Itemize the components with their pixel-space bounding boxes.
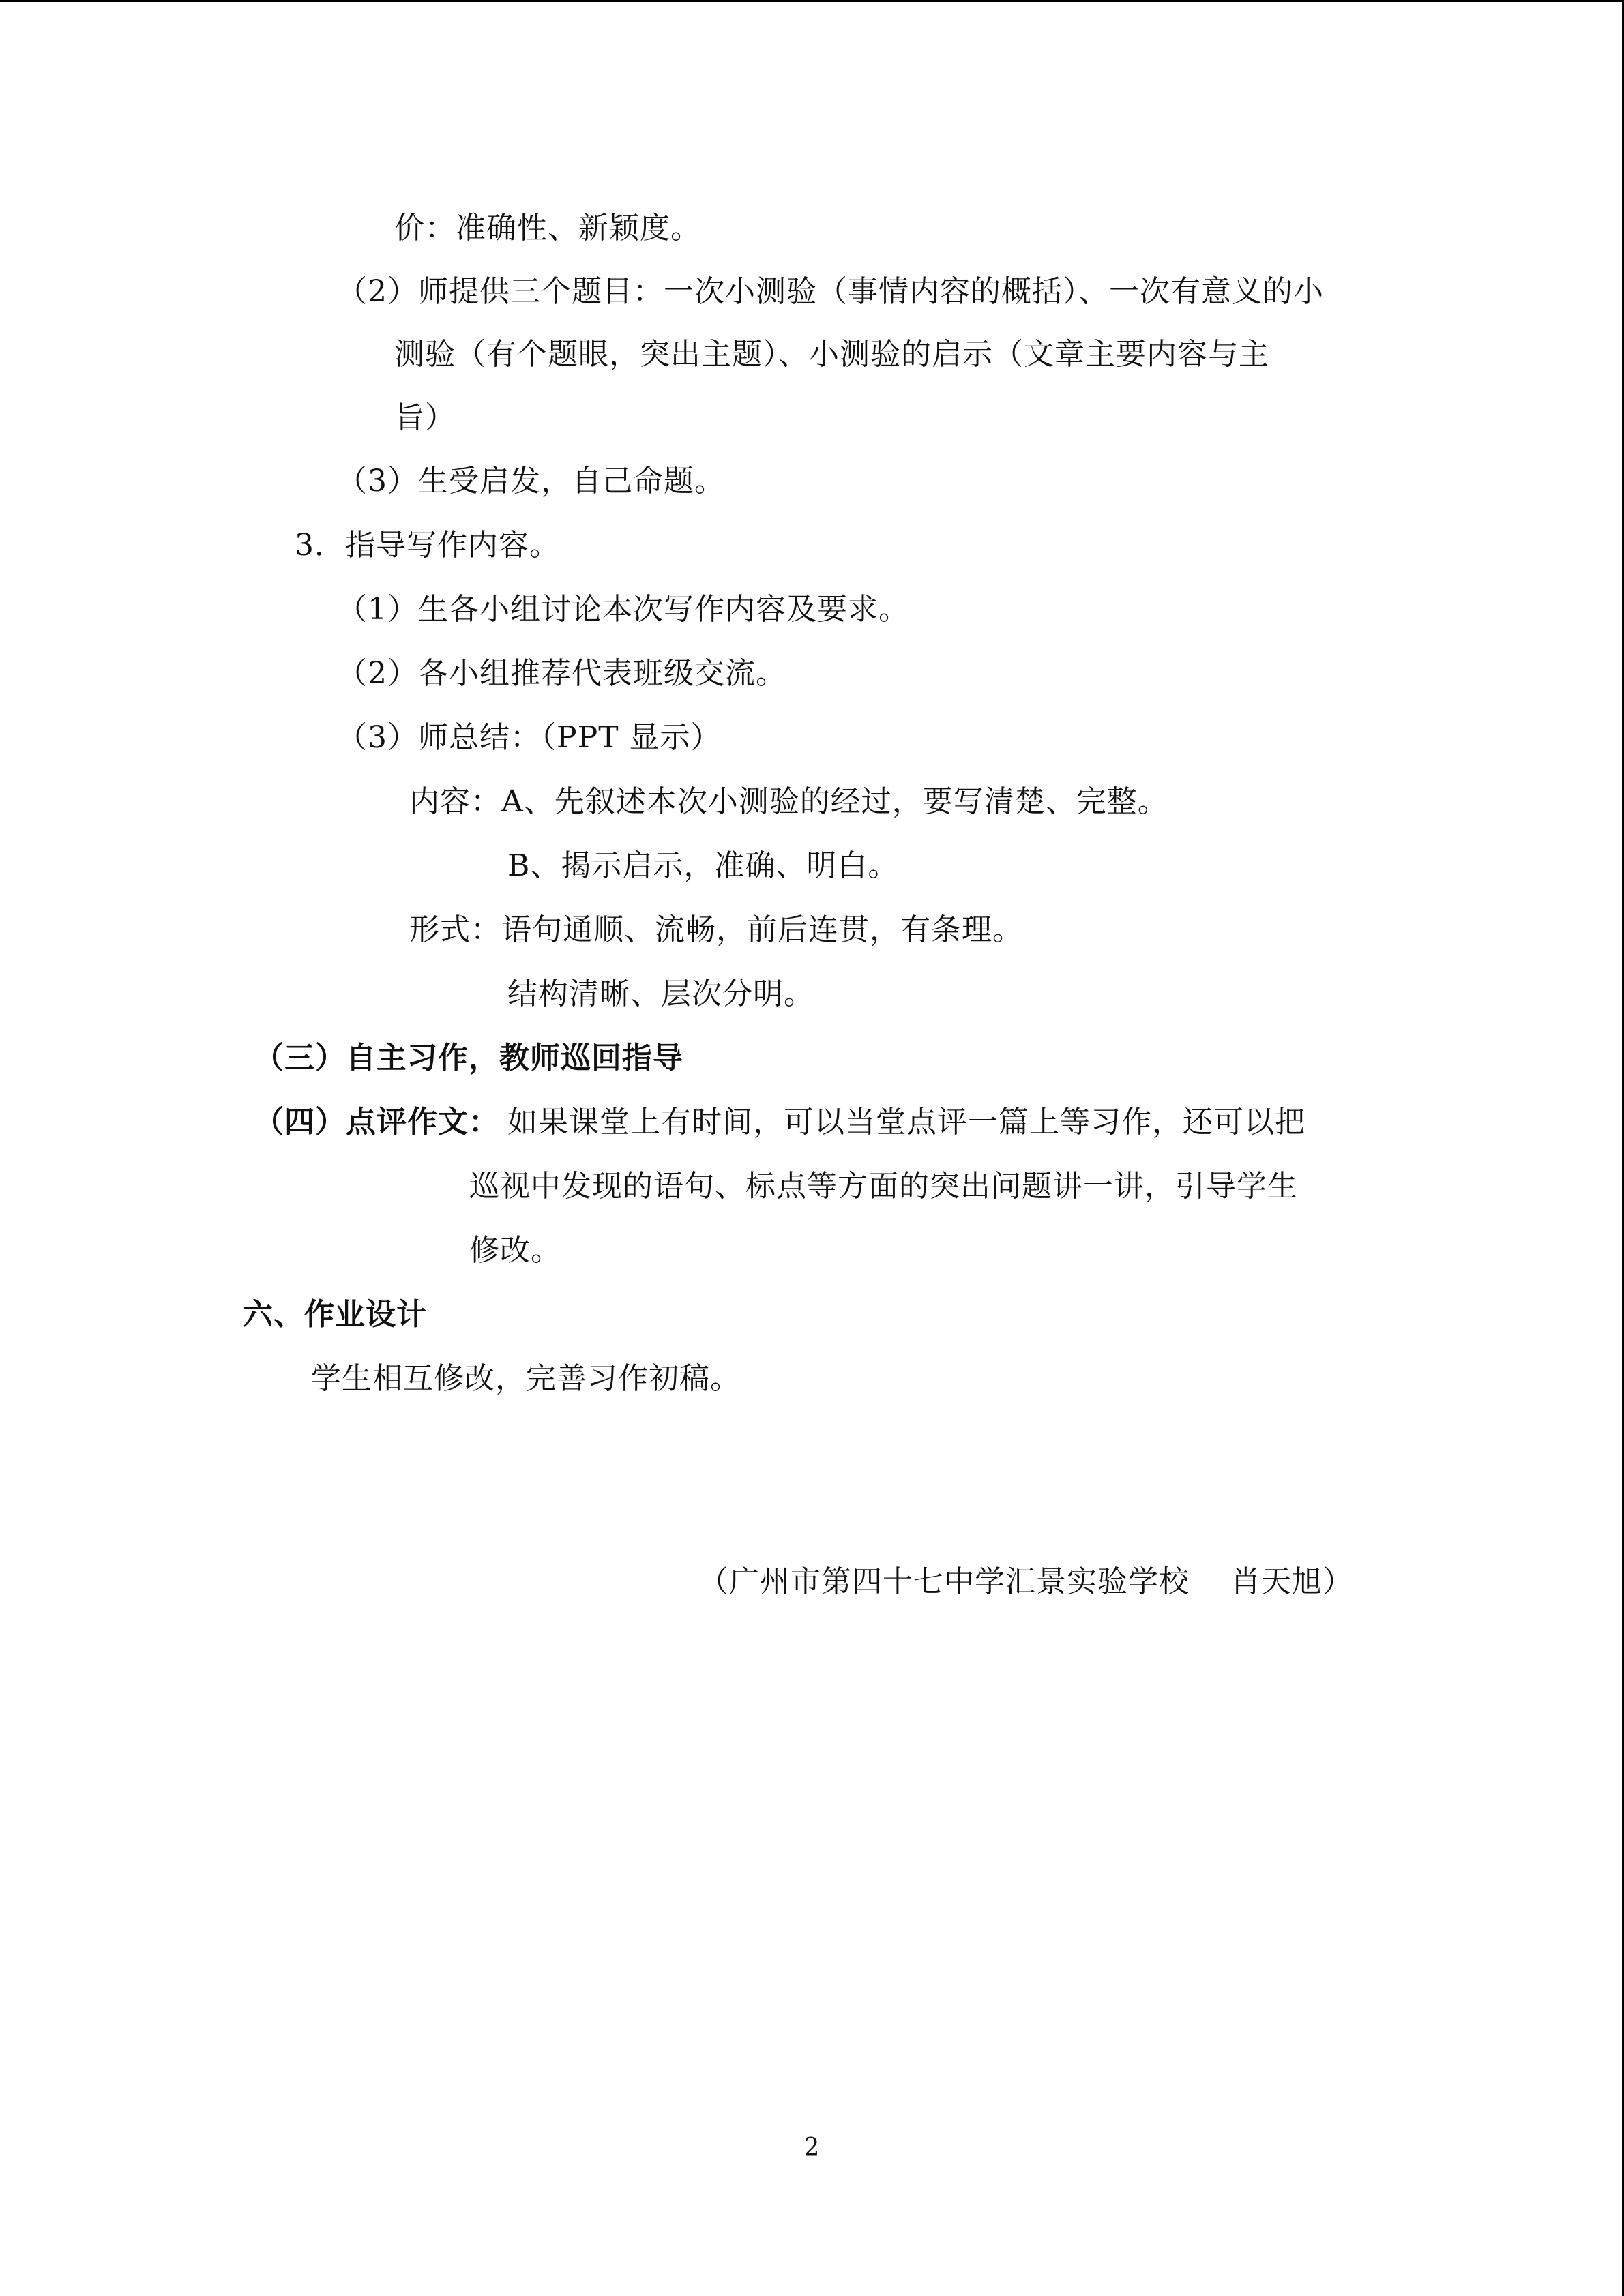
text-line: （2）师提供三个题目：一次小测验（事情内容的概括）、一次有意义的小 [337,274,1324,309]
text-line: （3）师总结：（PPT 显示） [337,720,722,755]
section-heading: （三）自主习作，教师巡回指导 [254,1041,683,1075]
text-line: B、揭示启示，准确、明白。 [507,848,899,883]
text-line: 巡视中发现的语句、标点等方面的突出问题讲一讲，引导学生 [469,1169,1298,1204]
text-line: 3．指导写作内容。 [295,528,560,563]
section-heading: （四）点评作文： [254,1105,499,1139]
text-line: 如果课堂上有时间，可以当堂点评一篇上等习作，还可以把 [507,1105,1305,1139]
text-line: 价：准确性、新颖度。 [394,211,701,245]
page-border-top [0,0,1624,2]
section-heading: 六、作业设计 [243,1297,427,1332]
text-line: 修改。 [469,1233,561,1268]
text-line: 学生相互修改，完善习作初稿。 [311,1361,741,1396]
text-line: 测验（有个题眼，突出主题）、小测验的启示（文章主要内容与主 [394,337,1269,372]
text-line: （2）各小组推荐代表班级交流。 [337,656,786,691]
text-line: （3）生受启发，自己命题。 [337,464,725,498]
page-number: 2 [803,2134,820,2162]
author-attribution: （广州市第四十七中学汇景实验学校 肖天旭） [698,1564,1353,1599]
text-line: 结构清晰、层次分明。 [507,976,814,1011]
text-line: 内容：A、先叙述本次小测验的经过，要写清楚、完整。 [409,784,1168,819]
text-line: 旨） [394,400,456,435]
text-line: 形式：语句通顺、流畅，前后连贯，有条理。 [409,912,1023,947]
text-line: （1）生各小组讨论本次写作内容及要求。 [337,592,909,627]
